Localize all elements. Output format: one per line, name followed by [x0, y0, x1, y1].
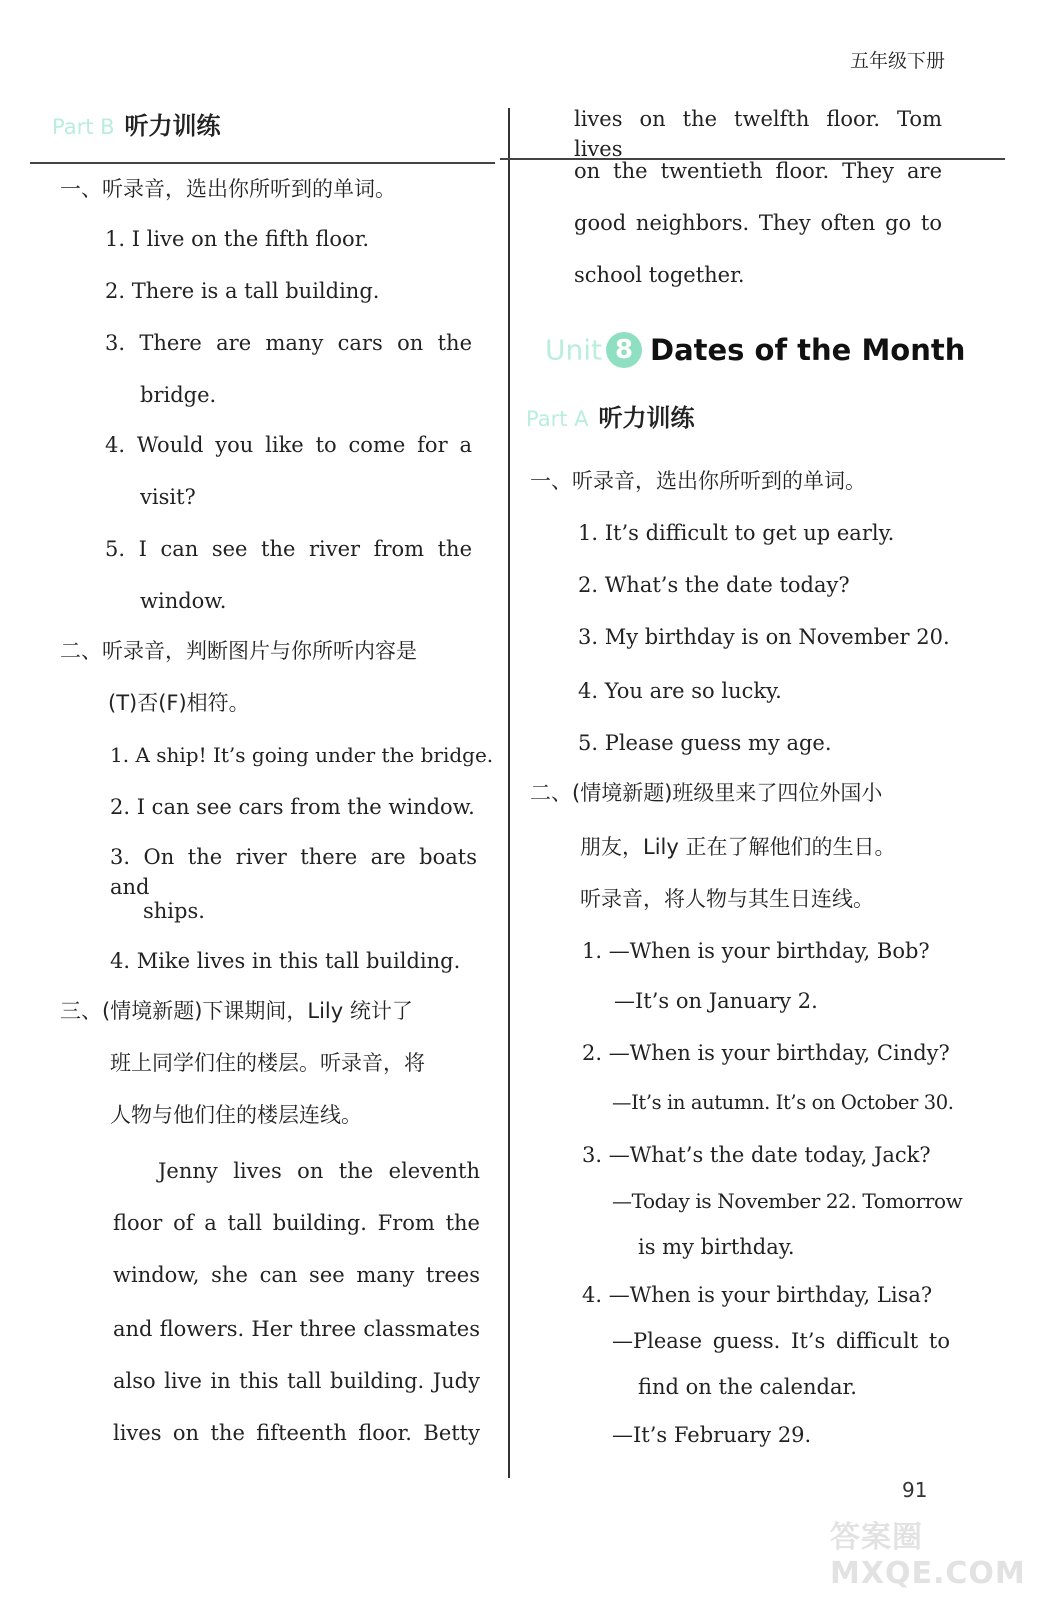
left-line: 1. I live on the fifth floor. [105, 227, 370, 251]
column-divider [508, 108, 510, 1478]
part-tag: Part A [526, 407, 589, 431]
left-header-rule [30, 162, 495, 164]
right-question-2-cont: 听录音，将人物与其生日连线。 [580, 887, 874, 911]
dialogue-line: —Please guess. It’s difficult to [612, 1329, 950, 1353]
left-question-3: 三、(情境新题)下课期间，Lily 统计了 [60, 999, 413, 1023]
unit-heading [545, 332, 965, 368]
right-question-2: 二、(情境新题)班级里来了四位外国小 [530, 781, 883, 805]
right-line: 3. My birthday is on November 20. [578, 625, 950, 649]
dialogue-line: —It’s February 29. [612, 1423, 812, 1447]
left-question-2: 二、听录音，判断图片与你所听内容是 [60, 639, 417, 663]
left-line: bridge. [140, 383, 217, 407]
passage-line: also live in this tall building. Judy [113, 1369, 480, 1393]
left-line: 3. On the river there are boats and [110, 845, 477, 899]
part-tag: Part B [52, 115, 115, 139]
passage-line: and flowers. Her three classmates [113, 1317, 480, 1341]
dialogue-line: —It’s in autumn. It’s on October 30. [612, 1091, 954, 1114]
unit-word: Unit [545, 333, 602, 367]
part-title: 听力训练 [598, 404, 695, 432]
right-question-1: 一、听录音，选出你所听到的单词。 [530, 469, 866, 493]
right-line: 5. Please guess my age. [578, 731, 832, 755]
left-line: ships. [143, 899, 205, 923]
grade-label: 五年级下册 [849, 50, 945, 72]
left-question-3-cont: 人物与他们住的楼层连线。 [110, 1103, 362, 1127]
right-part-heading [526, 398, 695, 433]
passage-line: lives on the twelfth floor. Tom lives [574, 107, 942, 161]
left-line: 2. There is a tall building. [105, 279, 380, 303]
part-title: 听力训练 [124, 112, 221, 140]
left-line: 3. There are many cars on the [105, 331, 472, 355]
left-line: 1. A ship! It’s going under the bridge. [110, 743, 494, 767]
page-number: 91 [902, 1478, 928, 1502]
passage-line: on the twentieth floor. They are [574, 159, 942, 183]
left-line: window. [140, 589, 227, 613]
watermark: 答案圈 MXQE.COM [830, 1520, 1026, 1591]
right-line: 4. You are so lucky. [578, 679, 782, 703]
dialogue-line: 2. —When is your birthday, Cindy? [582, 1041, 950, 1065]
left-line: visit? [140, 485, 196, 509]
dialogue-line: 1. —When is your birthday, Bob? [582, 939, 930, 963]
dialogue-line: find on the calendar. [638, 1375, 857, 1399]
right-line: 2. What’s the date today? [578, 573, 850, 597]
left-line: 4. Would you like to come for a [105, 433, 472, 457]
left-part-heading [52, 106, 221, 141]
left-line: 4. Mike lives in this tall building. [110, 949, 461, 973]
passage-line: Jenny lives on the eleventh [158, 1159, 480, 1183]
passage-line: lives on the fifteenth floor. Betty [113, 1421, 480, 1445]
dialogue-line: —It’s on January 2. [614, 989, 818, 1013]
passage-line: floor of a tall building. From the [113, 1211, 480, 1235]
left-line: 2. I can see cars from the window. [110, 795, 475, 819]
passage-line: window, she can see many trees [113, 1263, 480, 1287]
dialogue-line: 4. —When is your birthday, Lisa? [582, 1283, 933, 1307]
dialogue-line: 3. —What’s the date today, Jack? [582, 1143, 931, 1167]
right-question-2-cont: 朋友，Lily 正在了解他们的生日。 [580, 835, 896, 859]
left-question-3-cont: 班上同学们住的楼层。听录音，将 [110, 1051, 425, 1075]
passage-line: good neighbors. They often go to [574, 211, 942, 235]
right-line: 1. It’s difficult to get up early. [578, 521, 895, 545]
unit-number-badge: 8 [606, 332, 642, 368]
left-line: 5. I can see the river from the [105, 537, 472, 561]
passage-line: school together. [574, 263, 745, 287]
left-question-1: 一、听录音，选出你所听到的单词。 [60, 177, 396, 201]
left-question-2-cont: (T)否(F)相符。 [108, 691, 250, 715]
dialogue-line: —Today is November 22. Tomorrow [612, 1189, 963, 1213]
unit-title: Dates of the Month [650, 333, 966, 367]
dialogue-line: is my birthday. [638, 1235, 795, 1259]
